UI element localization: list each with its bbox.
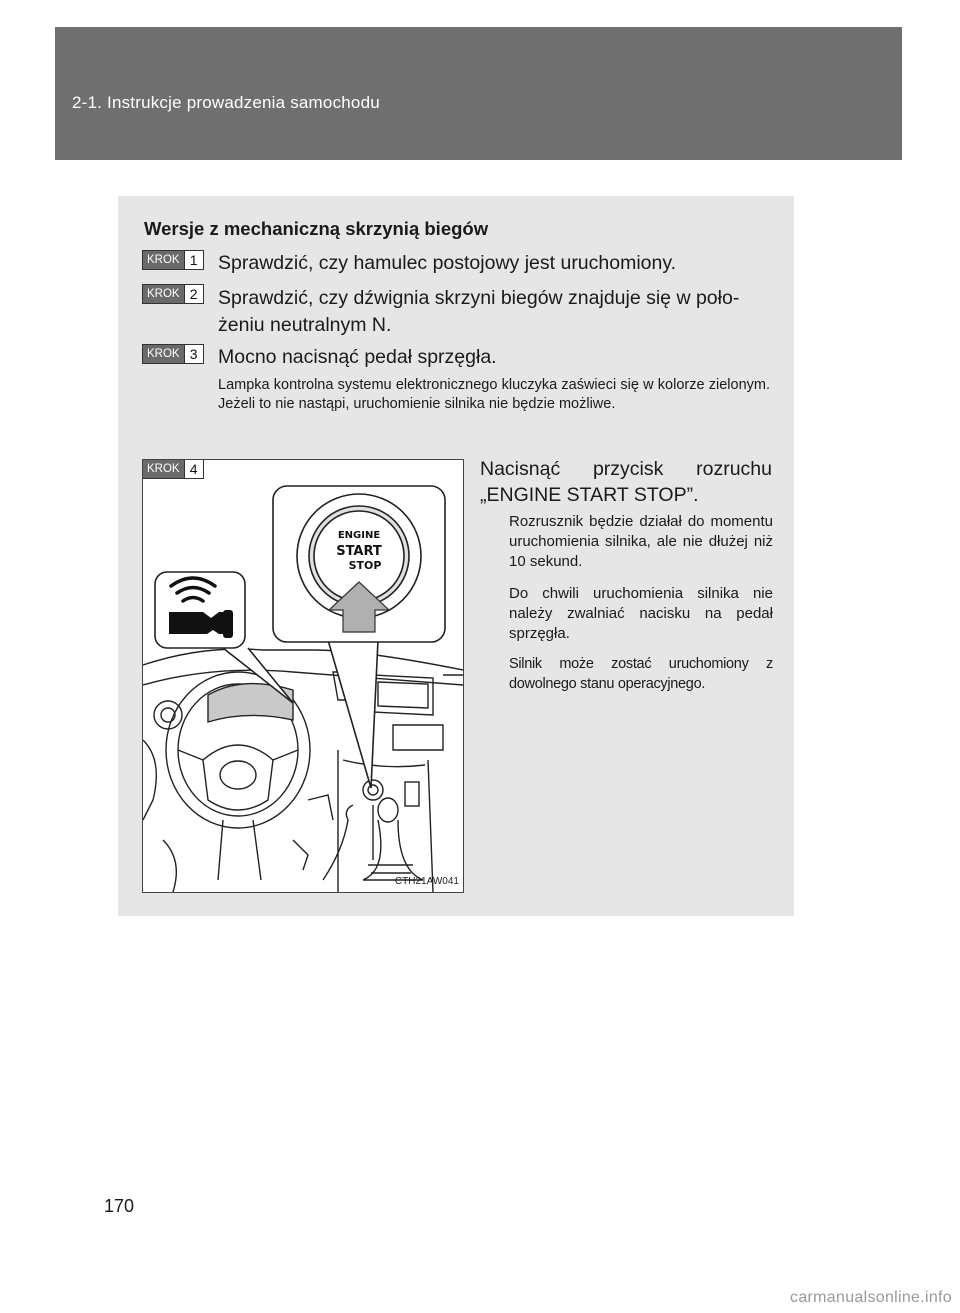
- step-3-text: Mocno nacisnąć pedał sprzęgła.: [218, 346, 497, 368]
- step-label: KROK: [143, 460, 184, 478]
- watermark: carmanualsonline.info: [790, 1289, 952, 1306]
- section-header: [55, 27, 902, 160]
- content-panel: [118, 196, 794, 916]
- step-2-line-1: Sprawdzić, czy dźwignia skrzyni biegów znajduje się w poło-: [218, 287, 740, 309]
- step-3-badge: [142, 344, 204, 364]
- button-line-stop: STOP: [348, 559, 382, 572]
- step-label: KROK: [143, 345, 184, 363]
- step-number: 4: [184, 460, 203, 478]
- step-4-note-2: Do chwili uruchomienia silnika nie należy zwalniać nacisku na pedał sprzęgła.: [509, 585, 773, 642]
- step-label: KROK: [143, 285, 184, 303]
- page-number: 170: [104, 1196, 135, 1216]
- step-2-badge: [142, 284, 204, 304]
- button-line-start: START: [336, 544, 382, 559]
- step-2-text: [218, 285, 739, 339]
- step-1-badge: [142, 250, 204, 270]
- step-number: 3: [184, 345, 203, 363]
- step-3-note: Lampka kontrolna systemu elektronicznego kluczyka zaświeci się w kolorze zielonym. Jeżeli to nie nastąpi, uruchomienie silnika nie będzie możliwe.: [218, 377, 770, 412]
- panel-title: Wersje z mechaniczną skrzynią biegów: [144, 218, 489, 239]
- section-title: 2-1. Instrukcje prowadzenia samochodu: [72, 93, 380, 112]
- button-line-engine: ENGINE: [337, 530, 381, 541]
- step-label: KROK: [143, 251, 184, 269]
- step-number: 1: [184, 251, 203, 269]
- step-1-text: Sprawdzić, czy hamulec postojowy jest uruchomiony.: [218, 252, 677, 274]
- button-labels: [143, 460, 463, 892]
- step-4-text: Nacisnąć przycisk rozruchu „ENGINE START STOP”.: [480, 458, 772, 506]
- engine-start-illustration: [142, 459, 464, 893]
- step-number: 2: [184, 285, 203, 303]
- step-4-note-3: Silnik może zostać uruchomiony z dowolnego stanu operacyjnego.: [509, 656, 773, 692]
- step-2-line-2: żeniu neutralnym N.: [218, 314, 392, 336]
- illustration-code: CTH21AW041: [394, 876, 459, 887]
- step-4-note-1: Rozrusznik będzie działał do momentu uruchomienia silnika, ale nie dłużej niż 10 sekund.: [509, 513, 773, 570]
